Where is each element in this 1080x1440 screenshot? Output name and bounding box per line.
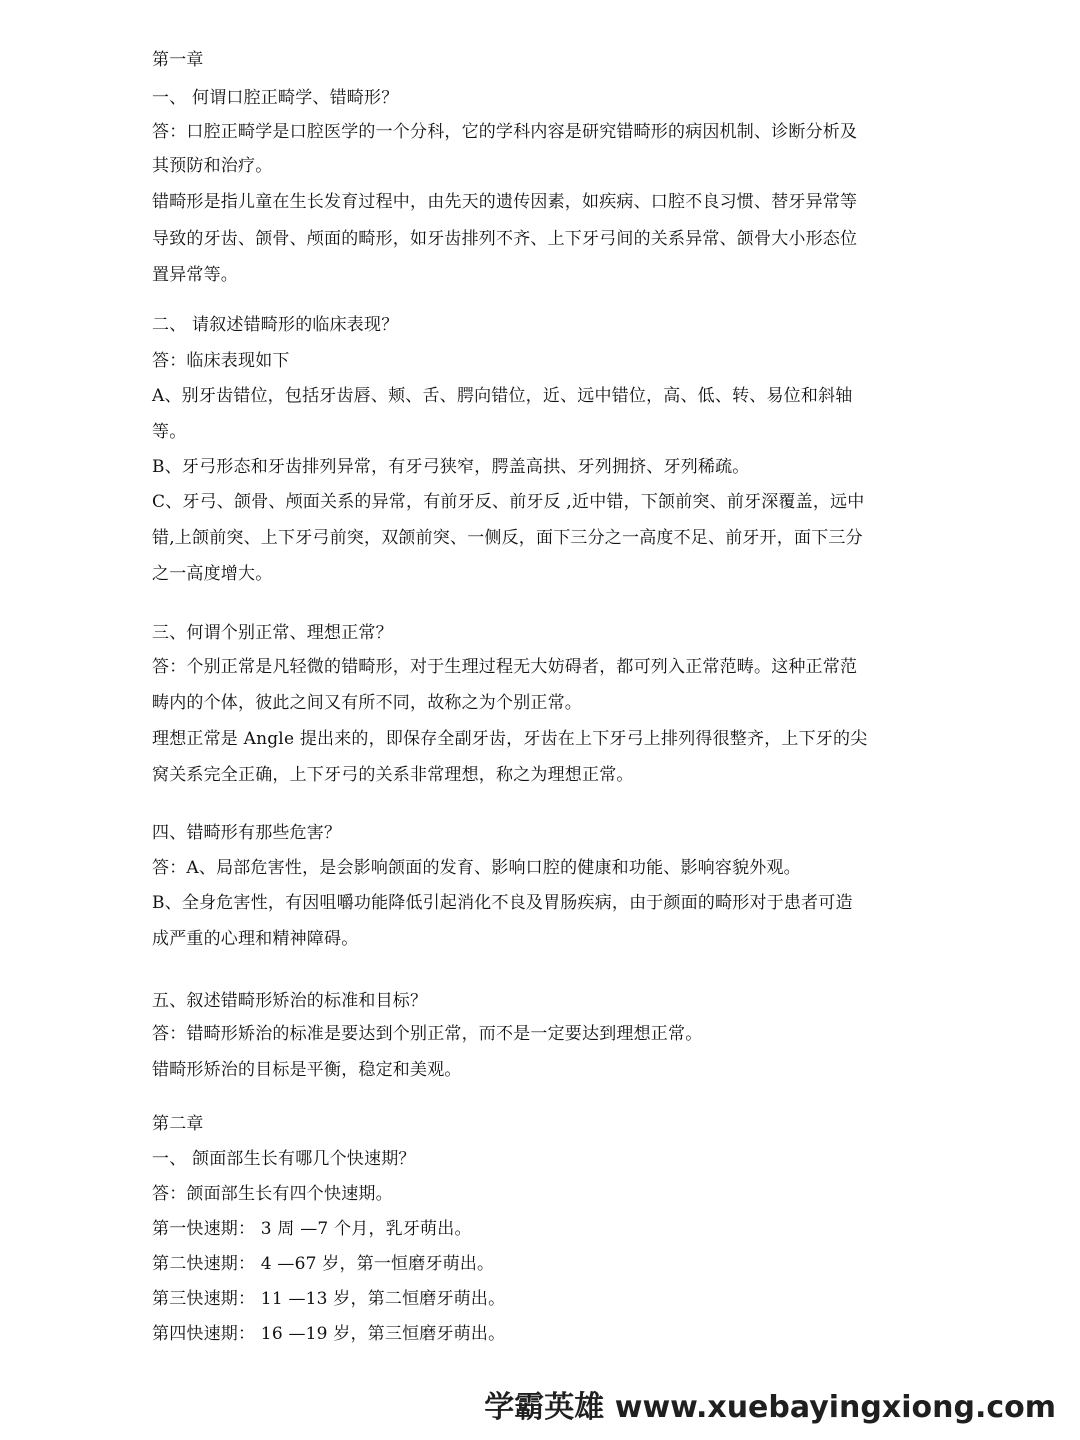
- question-5-title: 五、叙述错畸形矫治的标准和目标？: [152, 991, 428, 1011]
- question-1-title: 一、 何谓口腔正畸学、错畸形？: [152, 88, 399, 108]
- text-line: 错,上颌前突、上下牙弓前突，双颌前突、一侧反，面下三分之一高度不足、前牙开，面下三分: [152, 528, 863, 548]
- text-line: 第二快速期： 4 —67 岁，第一恒磨牙萌出。: [152, 1254, 495, 1274]
- text-line: 答：颌面部生长有四个快速期。: [152, 1184, 393, 1204]
- text-line: 等。: [152, 422, 187, 442]
- text-line: 答：个别正常是凡轻微的错畸形，对于生理过程无大妨碍者，都可列入正常范畴。这种正常范: [152, 657, 858, 677]
- text-line: 导致的牙齿、颌骨、颅面的畸形，如牙齿排列不齐、上下牙弓间的关系异常、颌骨大小形态位: [152, 229, 858, 249]
- chapter-2-heading: 第二章: [152, 1114, 204, 1134]
- text-line: 答：临床表现如下: [152, 351, 290, 371]
- text-line: 置异常等。: [152, 265, 238, 285]
- text-line: 答：口腔正畸学是口腔医学的一个分科，它的学科内容是研究错畸形的病因机制、诊断分析及: [152, 122, 858, 142]
- text-line: 错畸形是指儿童在生长发育过程中，由先天的遗传因素，如疾病、口腔不良习惯、替牙异常等: [152, 192, 858, 212]
- text-line: C、牙弓、颌骨、颅面关系的异常，有前牙反、前牙反 ,近中错，下颌前突、前牙深覆盖，远中: [152, 492, 865, 512]
- text-line: 理想正常是 Angle 提出来的，即保存全副牙齿，牙齿在上下牙弓上排列得很整齐，上下牙的尖: [152, 729, 868, 749]
- text-line: 之一高度增大。: [152, 564, 273, 584]
- text-line: 窝关系完全正确，上下牙弓的关系非常理想，称之为理想正常。: [152, 765, 634, 785]
- site-watermark: 学霸英雄 www.xuebayingxiong.com: [484, 1390, 1056, 1425]
- text-line: 答：错畸形矫治的标准是要达到个别正常，而不是一定要达到理想正常。: [152, 1024, 703, 1044]
- text-line: 第四快速期： 16 —19 岁，第三恒磨牙萌出。: [152, 1324, 506, 1344]
- question-4-title: 四、错畸形有那些危害？: [152, 823, 342, 843]
- question-2-title: 二、 请叙述错畸形的临床表现？: [152, 315, 399, 335]
- text-line: 第三快速期： 11 —13 岁，第二恒磨牙萌出。: [152, 1289, 506, 1309]
- text-line: B、全身危害性，有因咀嚼功能降低引起消化不良及胃肠疾病，由于颜面的畸形对于患者可造: [152, 893, 853, 913]
- text-line: 答：A、局部危害性，是会影响颌面的发育、影响口腔的健康和功能、影响容貌外观。: [152, 858, 801, 878]
- question-6-title: 一、 颌面部生长有哪几个快速期？: [152, 1149, 416, 1169]
- text-line: 其预防和治疗。: [152, 156, 273, 176]
- chapter-1-heading: 第一章: [152, 50, 204, 70]
- text-line: 成严重的心理和精神障碍。: [152, 929, 359, 949]
- text-line: A、别牙齿错位，包括牙齿唇、颊、舌、腭向错位，近、远中错位，高、低、转、易位和斜轴: [152, 386, 853, 406]
- text-line: 畴内的个体，彼此之间又有所不同，故称之为个别正常。: [152, 693, 582, 713]
- text-line: 错畸形矫治的目标是平衡，稳定和美观。: [152, 1060, 462, 1080]
- text-line: B、牙弓形态和牙齿排列异常，有牙弓狭窄，腭盖高拱、牙列拥挤、牙列稀疏。: [152, 457, 750, 477]
- question-3-title: 三、何谓个别正常、理想正常？: [152, 623, 393, 643]
- text-line: 第一快速期： 3 周 —7 个月，乳牙萌出。: [152, 1219, 472, 1239]
